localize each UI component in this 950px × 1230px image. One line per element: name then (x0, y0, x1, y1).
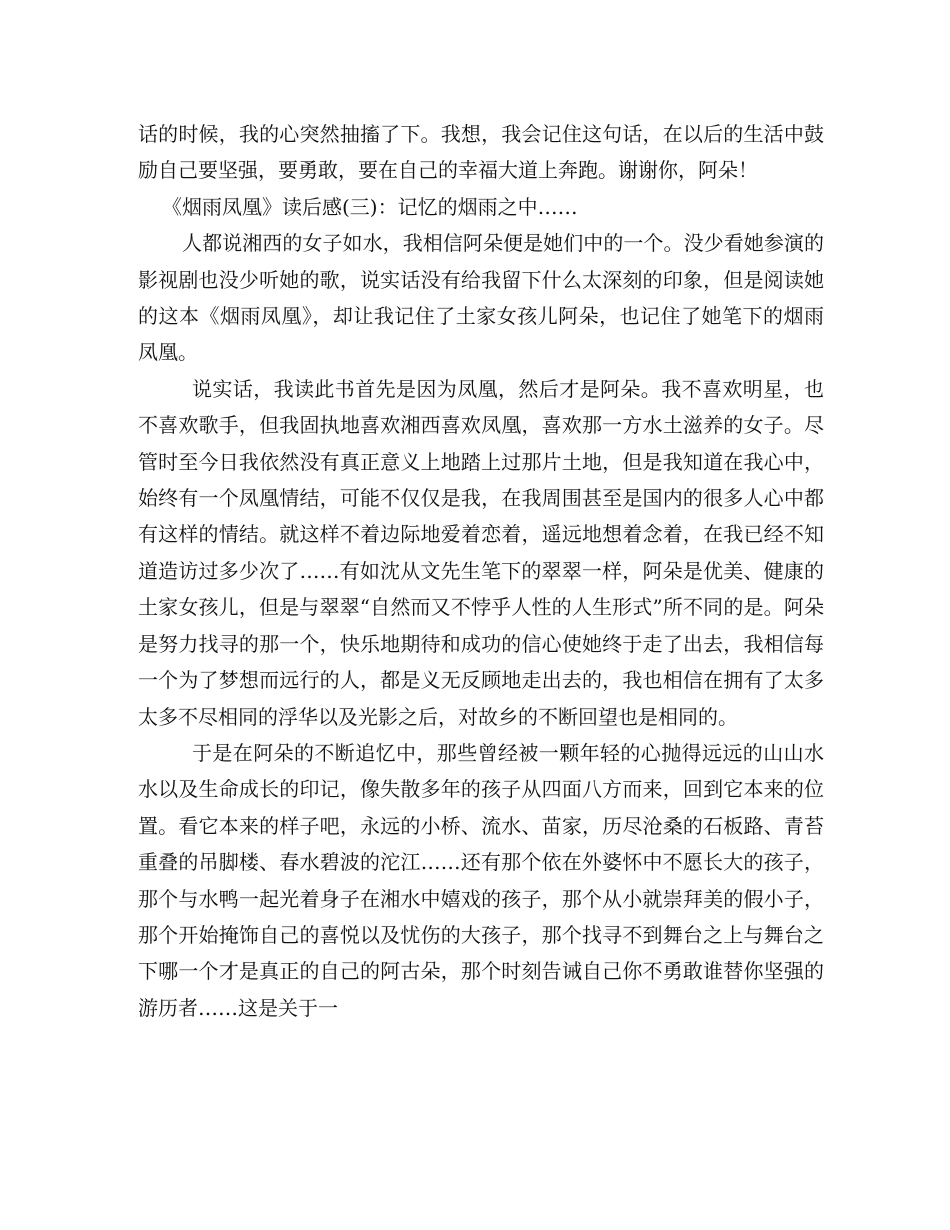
section-heading: 《烟雨凤凰》读后感(三)：记忆的烟雨之中…… (162, 194, 578, 219)
paragraph-phoenix: 说实话，我读此书首先是因为凤凰，然后才是阿朵。我不喜欢明星，也不喜欢歌手，但我固执地喜欢湘西喜欢凤凰，喜欢那一方水土滋养的女子。尽管时至今日我依然没有真正意义上地踏上过那片土地，但是我知道在我心中，始终有一个凤凰情结，可能不仅仅是我，在我周围甚至是国内的很多人心中都有这样的情结。就这样不着边际地爱着恋着，遥远地想着念着，在我已经不知道造访过多少次了……有如沈从文先生笔下的翠翠一样，阿朵是优美、健康的土家女孩儿，但是与翠翠“自然而又不悖乎人性的人生形式”所不同的是。阿朵是努力找寻的那一个，快乐地期待和成功的信心使她终于走了出去，我相信每一个为了梦想而远行的人，都是义无反顾地走出去的，我也相信在拥有了太多太多不尽相同的浮华以及光影之后，对故乡的不断回望也是相同的。 (138, 376, 824, 729)
paragraph-memories: 于是在阿朵的不断追忆中，那些曾经被一颗年轻的心抛得远远的山山水水以及生命成长的印记，像失散多年的孩子从四面八方而来，回到它本来的位置。看它本来的样子吧，永远的小桥、流水、苗家，历尽沧桑的石板路、青苔重叠的吊脚楼、春水碧波的沱江……还有那个依在外婆怀中不愿长大的孩子，那个与水鸭一起光着身子在湘水中嬉戏的孩子，那个从小就崇拜美的假小子，那个开始掩饰自己的喜悦以及忧伤的大孩子，那个找寻不到舞台之上与舞台之下哪一个才是真正的自己的阿古朵，那个时刻告诫自己你不勇敢谁替你坚强的游历者……这是关于一 (138, 740, 824, 1020)
paragraph-continuation: 话的时候，我的心突然抽搐了下。我想，我会记住这句话，在以后的生活中鼓励自己要坚强，要勇敢，要在自己的幸福大道上奔跑。谢谢你，阿朵！ (138, 122, 824, 183)
document-body (138, 116, 824, 1026)
paragraph-intro: 人都说湘西的女子如水，我相信阿朵便是她们中的一个。没少看她参演的影视剧也没少听她的歌，说实话没有给我留下什么太深刻的印象，但是阅读她的这本《烟雨凤凰》，却让我记住了土家女孩儿阿朵，也记住了她笔下的烟雨凤凰。 (138, 231, 824, 365)
